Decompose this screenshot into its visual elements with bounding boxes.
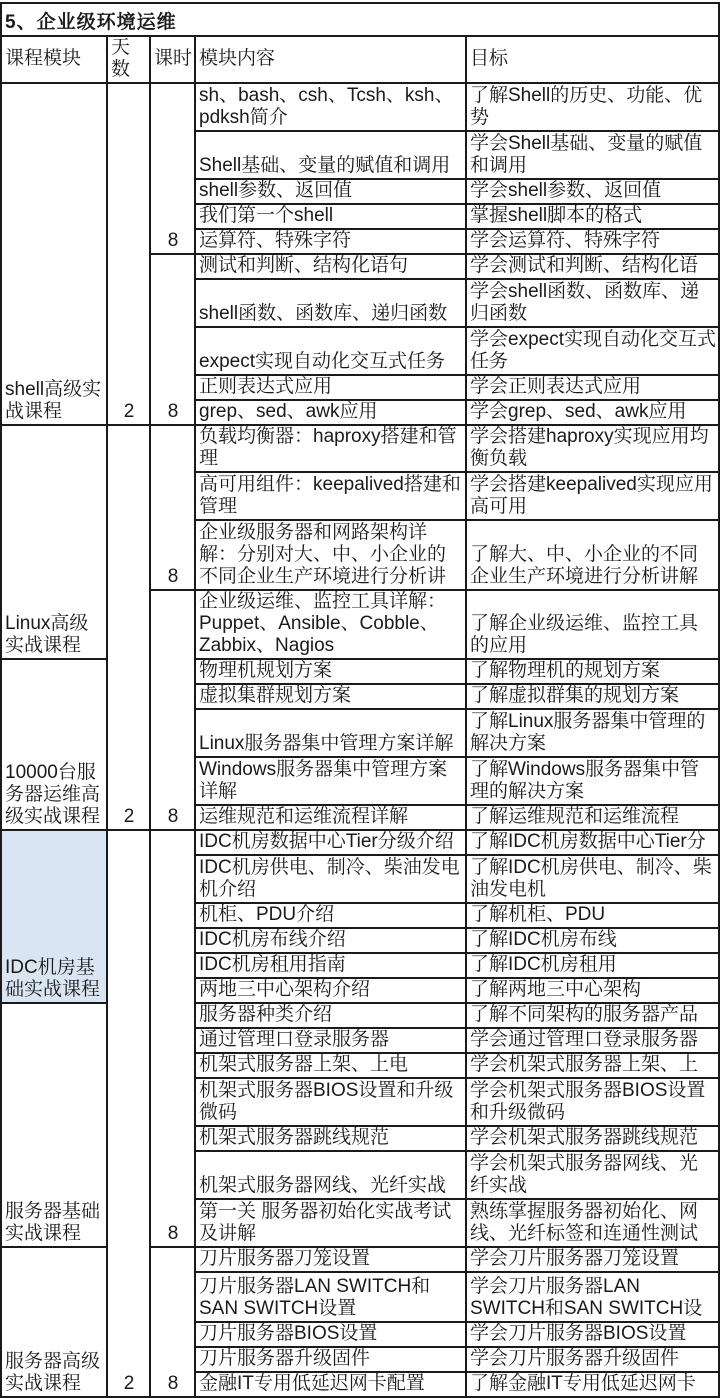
content-cell: grep、sed、awk应用: [195, 400, 466, 425]
content-cell: 机架式服务器网线、光纤实战: [195, 1151, 466, 1199]
col-header-content: 模块内容: [195, 36, 466, 83]
page-title: 5、企业级环境运维: [1, 3, 719, 36]
content-cell: Windows服务器集中管理方案详解: [195, 757, 466, 805]
goal-cell: 学会刀片服务器刀笼设置: [466, 1247, 719, 1272]
goal-cell: 了解不同架构的服务器产品: [466, 1003, 719, 1028]
content-cell: IDC机房租用指南: [195, 953, 466, 978]
hours-cell: 8: [150, 254, 195, 425]
content-cell: 机架式服务器BIOS设置和升级微码: [195, 1078, 466, 1126]
goal-cell: 掌握shell脚本的格式: [466, 204, 719, 229]
goal-cell: 学会通过管理口登录服务器: [466, 1028, 719, 1053]
hours-cell: 8: [150, 83, 195, 254]
goal-cell: 学会Shell基础、变量的赋值和调用: [466, 131, 719, 179]
goal-cell: 了解IDC机房供电、制冷、柴油发电机: [466, 855, 719, 903]
goal-cell: 学会正则表达式应用: [466, 375, 719, 400]
hours-cell: 8: [150, 1247, 195, 1397]
days-cell: 2: [107, 425, 150, 830]
goal-cell: 了解企业级运维、监控工具的应用: [466, 590, 719, 659]
hours-cell: 8: [150, 425, 195, 590]
goal-cell: 学会运算符、特殊字符: [466, 229, 719, 254]
col-header-goal: 目标: [466, 36, 719, 83]
content-cell: IDC机房布线介绍: [195, 928, 466, 953]
goal-cell: 学会机架式服务器跳线规范: [466, 1126, 719, 1151]
content-cell: 虚拟集群规划方案: [195, 684, 466, 709]
goal-cell: 了解虚拟群集的规划方案: [466, 684, 719, 709]
content-cell: 我们第一个shell: [195, 204, 466, 229]
content-cell: 高可用组件：keepalived搭建和管理: [195, 472, 466, 520]
content-cell: 刀片服务器BIOS设置: [195, 1322, 466, 1347]
content-cell: 企业级运维、监控工具详解：Puppet、Ansible、Cobble、Zabbix、Nagios: [195, 590, 466, 659]
content-cell: 机架式服务器跳线规范: [195, 1126, 466, 1151]
content-cell: 刀片服务器升级固件: [195, 1347, 466, 1372]
module-cell: 服务器高级实战课程: [1, 1247, 107, 1397]
content-cell: 刀片服务器LAN SWITCH和SAN SWITCH设置: [195, 1272, 466, 1322]
content-cell: 测试和判断、结构化语句: [195, 254, 466, 279]
goal-cell: 学会shell参数、返回值: [466, 179, 719, 204]
content-cell: Linux服务器集中管理方案详解: [195, 709, 466, 757]
content-cell: 两地三中心架构介绍: [195, 978, 466, 1003]
content-cell: shell函数、函数库、递归函数: [195, 279, 466, 327]
goal-cell: 学会机架式服务器BIOS设置和升级微码: [466, 1078, 719, 1126]
course-table: [0, 2, 720, 1398]
goal-cell: 学会grep、sed、awk应用: [466, 400, 719, 425]
goal-cell: 了解IDC机房租用: [466, 953, 719, 978]
col-header-hours: 课时: [150, 36, 195, 83]
content-cell: 运维规范和运维流程详解: [195, 805, 466, 830]
module-cell-highlighted: IDC机房基础实战课程: [1, 830, 107, 1003]
content-cell: IDC机房供电、制冷、柴油发电机介绍: [195, 855, 466, 903]
goal-cell: 了解IDC机房布线: [466, 928, 719, 953]
content-cell: 机架式服务器上架、上电: [195, 1053, 466, 1078]
goal-cell: 了解物理机的规划方案: [466, 659, 719, 684]
col-header-days: 天数: [107, 36, 150, 83]
goal-cell: 学会expect实现自动化交互式任务: [466, 327, 719, 375]
days-cell: 2: [107, 830, 150, 1397]
goal-cell: 了解Windows服务器集中管理的解决方案: [466, 757, 719, 805]
goal-cell: 学会搭建haproxy实现应用均衡负载: [466, 425, 719, 472]
content-cell: 企业级服务器和网路架构详解：分别对大、中、小企业的不同企业生产环境进行分析讲: [195, 520, 466, 590]
goal-cell: 了解运维规范和运维流程: [466, 805, 719, 830]
goal-cell: 熟练掌握服务器初始化、网线、光纤标签和连通性测试: [466, 1199, 719, 1247]
content-cell: IDC机房数据中心Tier分级介绍: [195, 830, 466, 855]
content-cell: 机柜、PDU介绍: [195, 903, 466, 928]
content-cell: shell参数、返回值: [195, 179, 466, 204]
content-cell: expect实现自动化交互式任务: [195, 327, 466, 375]
goal-cell: 学会shell函数、函数库、递归函数: [466, 279, 719, 327]
content-cell: 运算符、特殊字符: [195, 229, 466, 254]
module-cell: 服务器基础实战课程: [1, 1003, 107, 1247]
content-cell: 正则表达式应用: [195, 375, 466, 400]
goal-cell: 学会刀片服务器升级固件: [466, 1347, 719, 1372]
hours-cell: 8: [150, 590, 195, 830]
goal-cell: 学会机架式服务器上架、上: [466, 1053, 719, 1078]
content-cell: 通过管理口登录服务器: [195, 1028, 466, 1053]
col-header-module: 课程模块: [1, 36, 107, 83]
goal-cell: 了解Shell的历史、功能、优势: [466, 83, 719, 131]
content-cell: 第一关 服务器初始化实战考试及讲解: [195, 1199, 466, 1247]
goal-cell: 学会刀片服务器LAN SWITCH和SAN SWITCH设: [466, 1272, 719, 1322]
content-cell: 服务器种类介绍: [195, 1003, 466, 1028]
goal-cell: 了解金融IT专用低延迟网卡: [466, 1372, 719, 1397]
module-cell: Linux高级实战课程: [1, 425, 107, 659]
goal-cell: 了解大、中、小企业的不同企业生产环境进行分析讲解: [466, 520, 719, 590]
days-cell: 2: [107, 83, 150, 425]
content-cell: 物理机规划方案: [195, 659, 466, 684]
goal-cell: 学会机架式服务器网线、光纤实战: [466, 1151, 719, 1199]
content-cell: 金融IT专用低延迟网卡配置: [195, 1372, 466, 1397]
module-cell: shell高级实战课程: [1, 83, 107, 425]
goal-cell: 了解机柜、PDU: [466, 903, 719, 928]
goal-cell: 了解Linux服务器集中管理的解决方案: [466, 709, 719, 757]
module-cell: 10000台服务器运维高级实战课程: [1, 659, 107, 830]
goal-cell: 了解两地三中心架构: [466, 978, 719, 1003]
goal-cell: 了解IDC机房数据中心Tier分: [466, 830, 719, 855]
content-cell: 负载均衡器：haproxy搭建和管理: [195, 425, 466, 472]
hours-cell: 8: [150, 830, 195, 1247]
content-cell: 刀片服务器刀笼设置: [195, 1247, 466, 1272]
content-cell: sh、bash、csh、Tcsh、ksh、pdksh简介: [195, 83, 466, 131]
goal-cell: 学会刀片服务器BIOS设置: [466, 1322, 719, 1347]
goal-cell: 学会测试和判断、结构化语: [466, 254, 719, 279]
goal-cell: 学会搭建keepalived实现应用高可用: [466, 472, 719, 520]
content-cell: Shell基础、变量的赋值和调用: [195, 131, 466, 179]
